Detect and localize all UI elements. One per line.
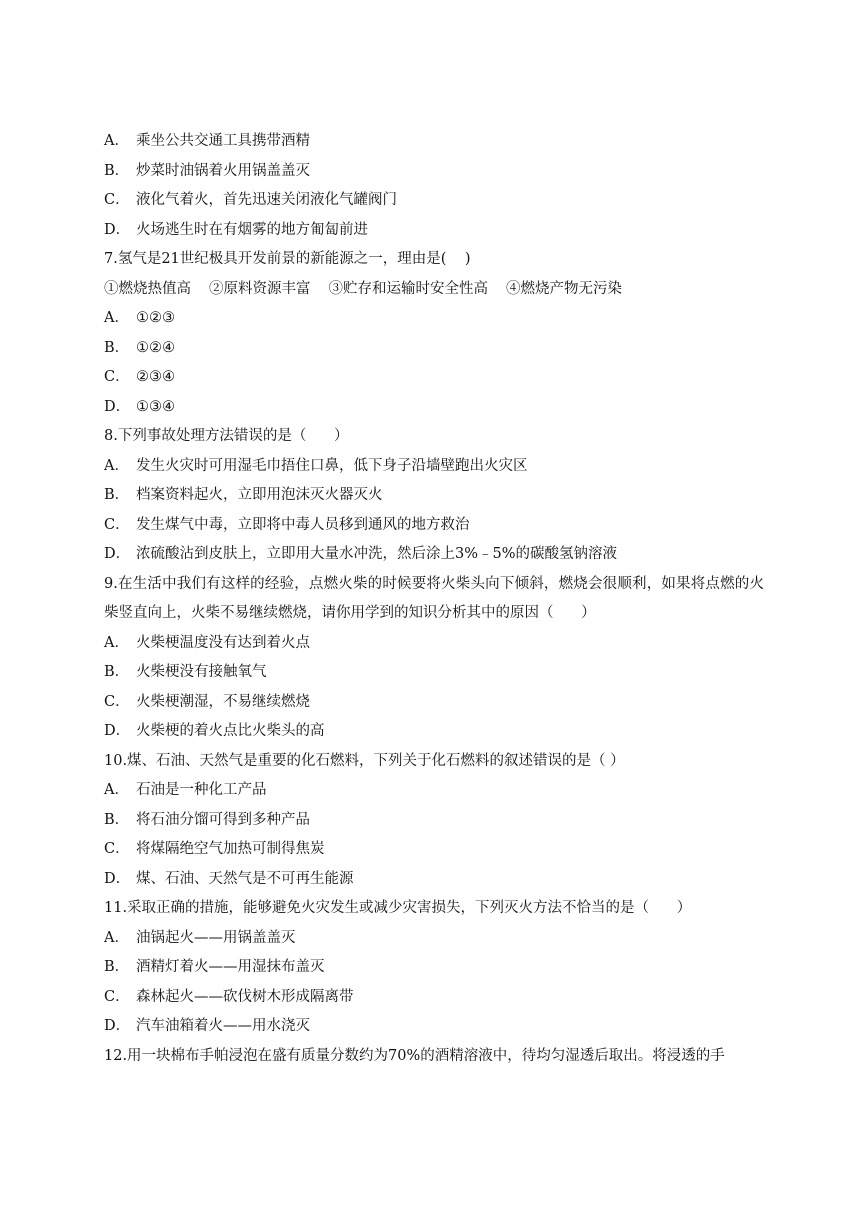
- q10-option-c: [104, 835, 764, 865]
- option-label: D．: [104, 870, 131, 887]
- q7-item-1: ①燃烧热值高: [104, 280, 191, 297]
- option-label: B．: [104, 339, 130, 356]
- q8-stem: 8.下列事故处理方法错误的是（ ）: [104, 428, 349, 444]
- option-label: B．: [104, 959, 130, 975]
- q9-option-d: [104, 717, 764, 747]
- option-text: 发生煤气中毒，立即将中毒人员移到通风的地方救治: [136, 516, 470, 533]
- q7-option-d: [104, 393, 764, 423]
- q6-option-c: [104, 186, 764, 216]
- q6-option-a: [104, 127, 764, 157]
- option-text: 火柴梗的着火点比火柴头的高: [136, 723, 325, 739]
- option-text: 油锅起火——用锅盖盖灭: [136, 929, 296, 946]
- option-label: B．: [104, 811, 130, 828]
- option-label: C．: [104, 841, 130, 857]
- option-text: 森林起火——砍伐树木形成隔离带: [136, 988, 354, 1005]
- q7-option-a: [104, 304, 764, 334]
- option-label: A．: [104, 310, 129, 326]
- q7-items: [104, 275, 764, 305]
- option-label: A．: [104, 133, 129, 149]
- option-label: A．: [104, 457, 129, 474]
- q11-stem: 11.采取正确的措施，能够避免火灾发生或减少灾害损失，下列灭火方法不恰当的是（ ）: [104, 900, 692, 916]
- q10-option-b: [104, 806, 764, 836]
- option-text: 炒菜时油锅着火用锅盖盖灭: [136, 162, 310, 179]
- q11-option-c: [104, 983, 764, 1013]
- option-label: C．: [104, 693, 130, 710]
- q8-option-d: [104, 540, 764, 570]
- q11-option-d: [104, 1012, 764, 1042]
- option-text: 火柴梗温度没有达到着火点: [136, 634, 310, 651]
- option-text: 浓硫酸沾到皮肤上，立即用大量水冲洗，然后涂上3%﹣5%的碳酸氢钠溶液: [136, 546, 618, 562]
- option-text: 将石油分馏可得到多种产品: [136, 811, 310, 828]
- q7-item-3: ③贮存和运输时安全性高: [328, 280, 488, 297]
- option-label: D．: [104, 1018, 131, 1034]
- option-text: 火场逃生时在有烟雾的地方匍匐前进: [136, 221, 368, 238]
- option-label: A．: [104, 782, 129, 798]
- q10-stem: 10.煤、石油、天然气是重要的化石燃料，下列关于化石燃料的叙述错误的是（ ）: [104, 752, 625, 769]
- q7-option-b: [104, 334, 764, 364]
- q7-stem: 7.氢气是21世纪极具开发前景的新能源之一，理由是( ): [104, 251, 471, 267]
- q6-option-d: [104, 216, 764, 246]
- option-label: C．: [104, 192, 130, 208]
- q7-item-2: ②原料资源丰富: [209, 280, 311, 297]
- q11-option-b: [104, 953, 764, 983]
- option-label: D．: [104, 546, 131, 562]
- option-label: B．: [104, 162, 130, 179]
- option-label: B．: [104, 664, 130, 680]
- option-text: 将煤隔绝空气加热可制得焦炭: [136, 841, 325, 857]
- option-text: 酒精灯着火——用湿抹布盖灭: [136, 959, 325, 975]
- q9-option-c: [104, 688, 764, 718]
- option-label: C．: [104, 369, 130, 385]
- q8-option-c: [104, 511, 764, 541]
- q8-option-b: [104, 481, 764, 511]
- q10-option-d: [104, 865, 764, 895]
- option-text: 汽车油箱着火——用水浇灭: [136, 1018, 310, 1034]
- option-label: A．: [104, 929, 129, 946]
- option-label: D．: [104, 221, 131, 238]
- option-text: 石油是一种化工产品: [136, 782, 267, 798]
- option-text: 火柴梗没有接触氧气: [136, 664, 267, 680]
- q12-stem: 12.用一块棉布手帕浸泡在盛有质量分数约为70%的酒精溶液中，待均匀湿透后取出。将浸透的手: [104, 1047, 725, 1064]
- q10-option-a: [104, 776, 764, 806]
- q9-option-a: [104, 629, 764, 659]
- option-label: D．: [104, 398, 131, 415]
- option-label: A．: [104, 634, 129, 651]
- option-text: 发生火灾时可用湿毛巾捂住口鼻，低下身子沿墙壁跑出火灾区: [136, 457, 528, 474]
- option-text: 火柴梗潮湿，不易继续燃烧: [136, 693, 310, 710]
- option-label: D．: [104, 723, 131, 739]
- option-text: 档案资料起火，立即用泡沫灭火器灭火: [136, 487, 383, 503]
- option-text: ①②④: [136, 339, 175, 356]
- q6-option-b: [104, 157, 764, 187]
- option-label: B．: [104, 487, 130, 503]
- q9-option-b: [104, 658, 764, 688]
- q7-option-c: [104, 363, 764, 393]
- q11-option-a: [104, 924, 764, 954]
- option-text: 液化气着火，首先迅速关闭液化气罐阀门: [136, 192, 397, 208]
- option-text: ②③④: [136, 369, 175, 385]
- option-label: C．: [104, 988, 130, 1005]
- q9-stem: 9.在生活中我们有这样的经验，点燃火柴的时候要将火柴头向下倾斜，燃烧会很顺利，如果将点燃的火柴竖直向上，火柴不易继续燃烧，请你用学到的知识分析其中的原因（ ）: [104, 575, 764, 621]
- option-label: C．: [104, 516, 130, 533]
- option-text: ①②③: [136, 310, 175, 326]
- question-content: [104, 127, 764, 1071]
- q7-item-4: ④燃烧产物无污染: [506, 280, 622, 297]
- option-text: ①③④: [136, 398, 175, 415]
- q8-option-a: [104, 452, 764, 482]
- option-text: 煤、石油、天然气是不可再生能源: [136, 870, 354, 887]
- option-text: 乘坐公共交通工具携带酒精: [136, 133, 310, 149]
